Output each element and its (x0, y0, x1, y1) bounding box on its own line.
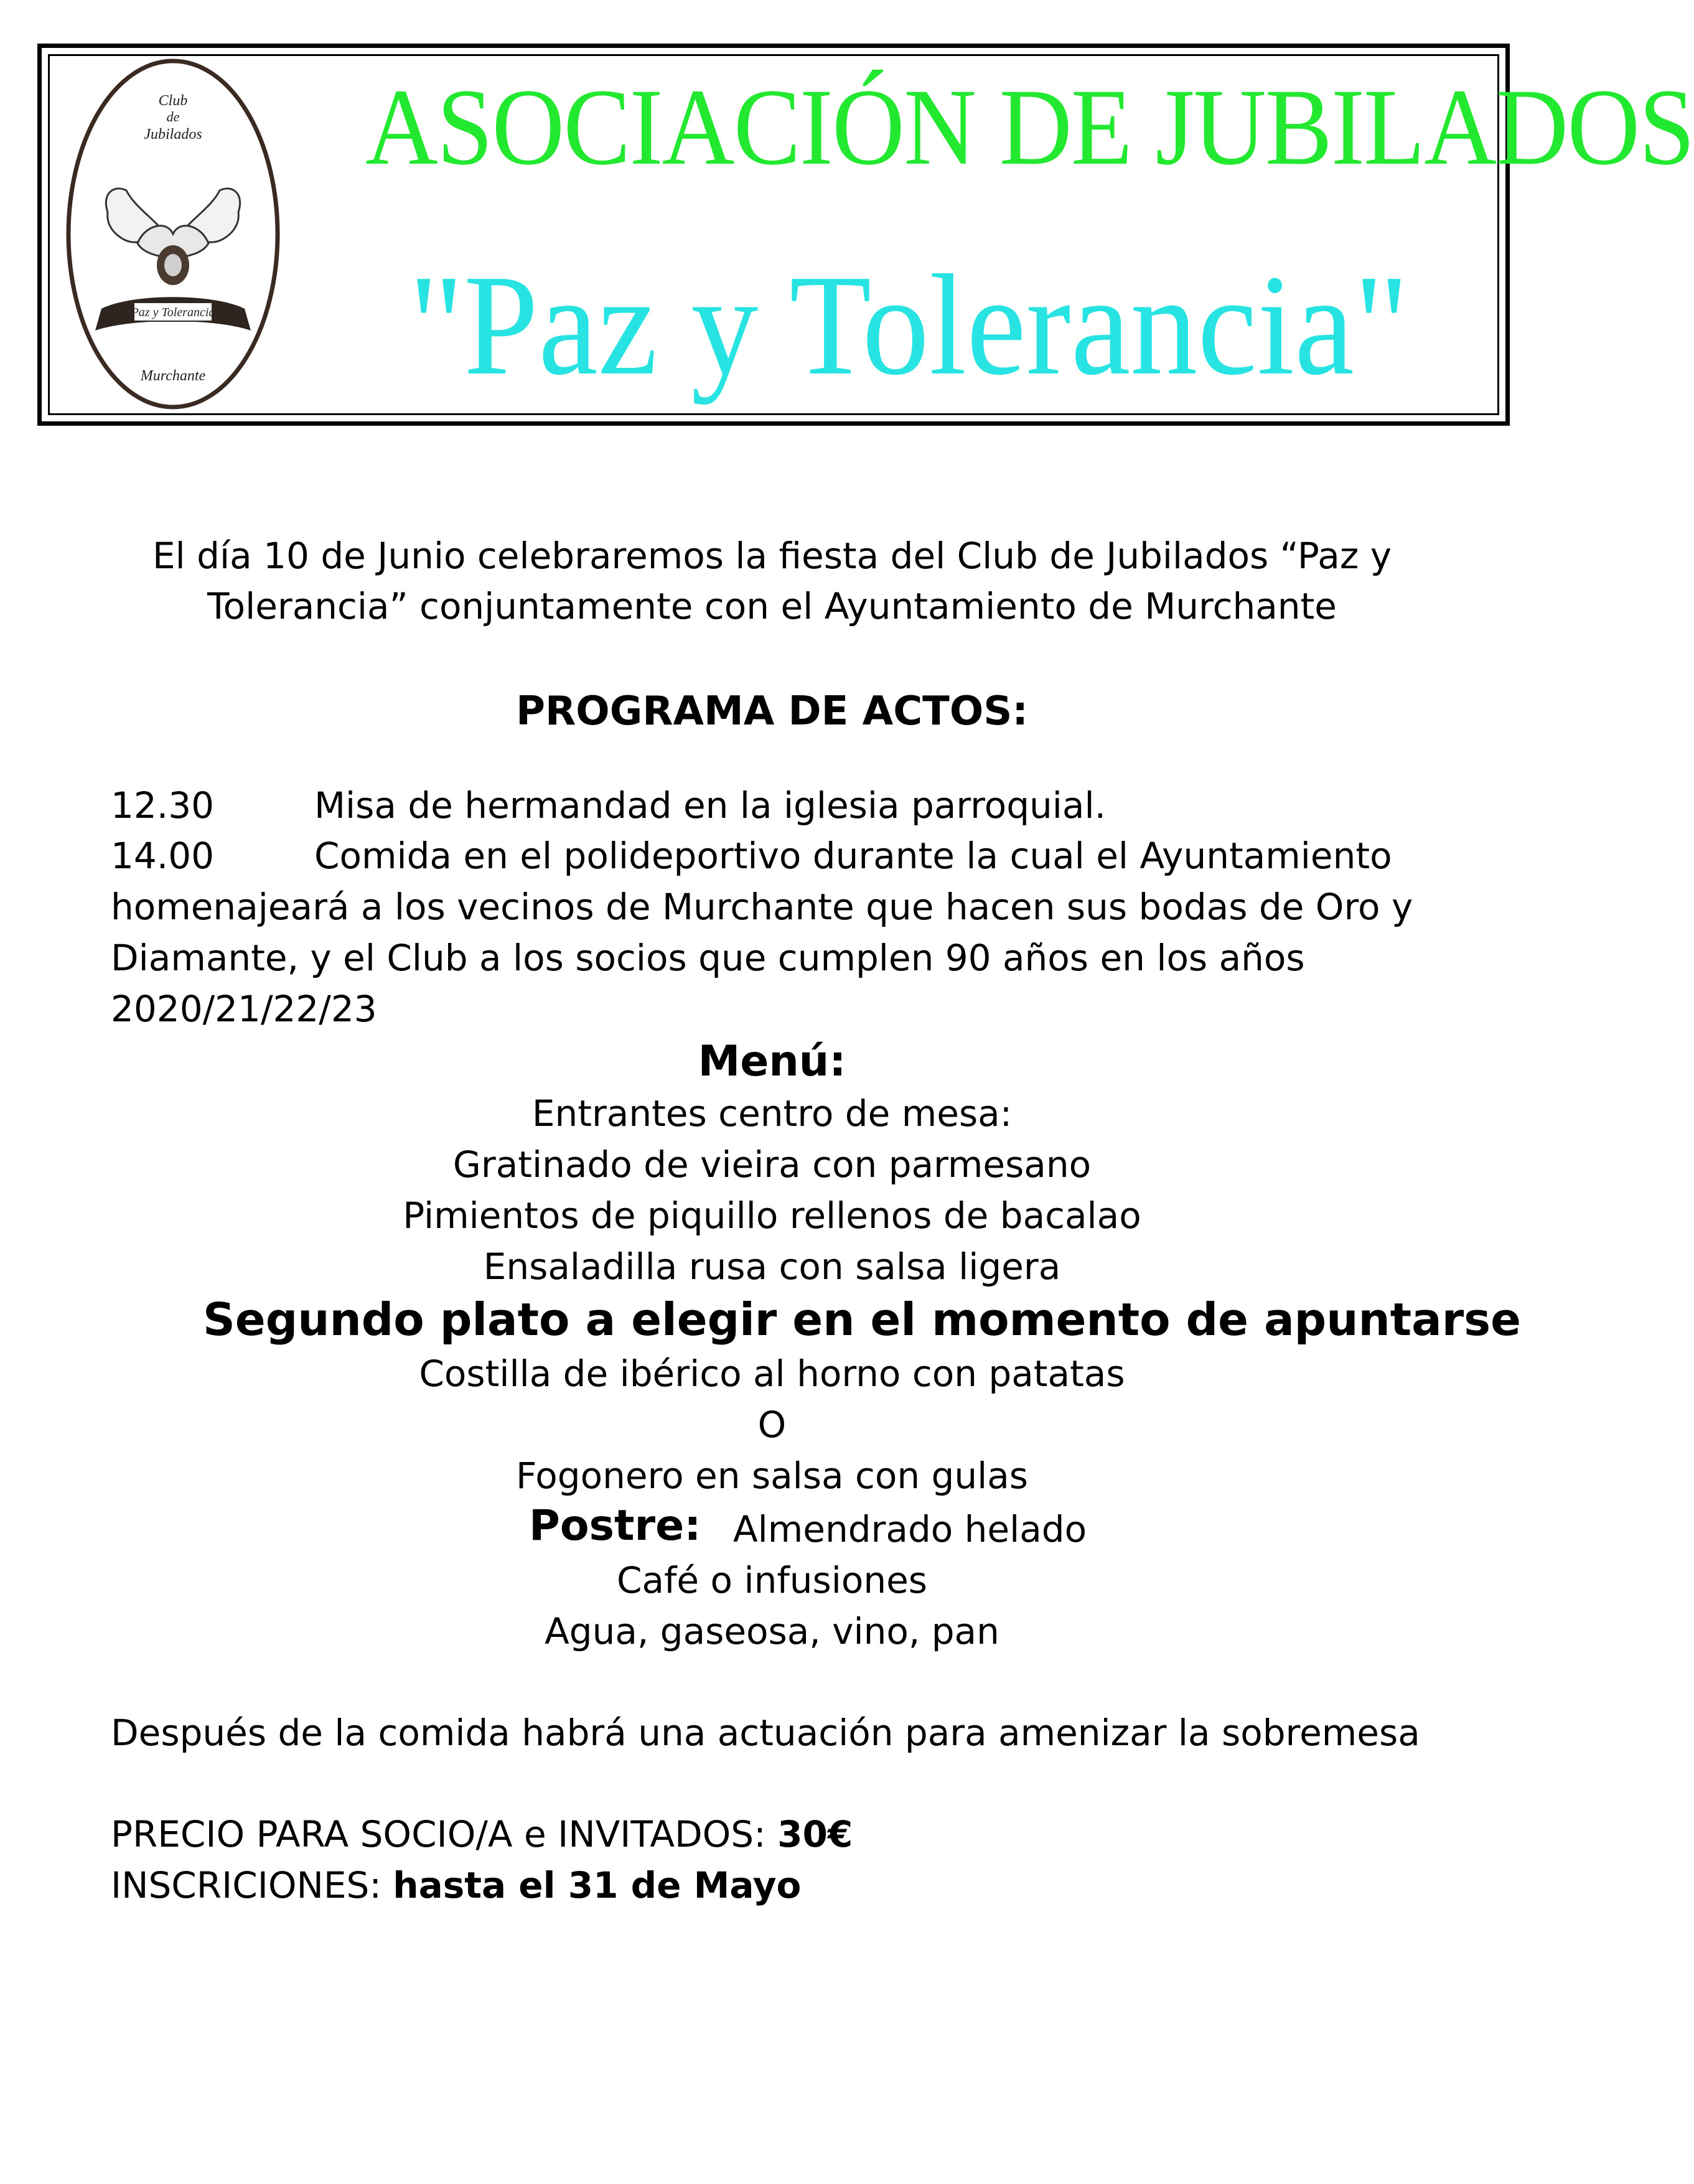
event-time-1: 12.30 (111, 784, 215, 827)
menu-heading: Menú: (698, 1037, 846, 1086)
price-value: 30€ (777, 1813, 853, 1855)
banner-subtitle: "Paz y Tolerancia" (409, 245, 1409, 405)
svg-text:Murchante: Murchante (140, 368, 206, 384)
svg-text:Jubilados: Jubilados (144, 126, 202, 143)
intro-line-2: Tolerancia” conjuntamente con el Ayuntamiento de Murchante (207, 585, 1337, 627)
starter-item-3: Ensaladilla rusa con salsa ligera (483, 1245, 1061, 1288)
price-line (111, 1813, 853, 1855)
event-continuation-1: homenajeará a los vecinos de Murchante que hacen sus bodas de Oro y (111, 886, 1413, 928)
event-continuation-2: Diamante, y el Club a los socios que cumplen 90 años en los años (111, 937, 1305, 979)
second-option-1: Costilla de ibérico al horno con patatas (419, 1352, 1125, 1395)
svg-text:Club: Club (158, 93, 188, 109)
program-heading: PROGRAMA DE ACTOS: (516, 688, 1028, 734)
event-text-2: Comida en el polideportivo durante la cual el Ayuntamiento (314, 835, 1392, 877)
starter-item-2: Pimientos de piquillo rellenos de bacalao (403, 1194, 1141, 1237)
svg-text:de: de (166, 109, 180, 124)
starter-item-1: Gratinado de vieira con parmesano (452, 1143, 1092, 1186)
extra-item-2: Agua, gaseosa, vino, pan (545, 1610, 999, 1652)
event-time-2: 14.00 (111, 835, 215, 877)
event-text-1: Misa de hermandad en la iglesia parroquial. (314, 784, 1107, 827)
event-continuation-3: 2020/21/22/23 (111, 988, 377, 1030)
extra-item-1: Café o infusiones (616, 1559, 928, 1601)
registration-value: hasta el 31 de Mayo (393, 1864, 802, 1906)
logo-ribbon-text: Paz y Tolerancia (131, 306, 215, 319)
header-banner (37, 44, 1694, 426)
second-course-heading: Segundo plato a elegir en el momento de apuntarse (203, 1293, 1521, 1346)
second-option-or: O (757, 1404, 787, 1446)
after-meal-note: Después de la comida habrá una actuación para amenizar la sobremesa (111, 1712, 1420, 1754)
dessert-label: Postre: (529, 1501, 701, 1550)
registration-label: INSCRICIONES: (111, 1864, 393, 1906)
club-logo (64, 57, 282, 411)
price-label: PRECIO PARA SOCIO/A e INVITADOS: (111, 1813, 778, 1855)
registration-line (111, 1864, 802, 1906)
starters-heading: Entrantes centro de mesa: (531, 1092, 1013, 1135)
dessert-item: Almendrado helado (733, 1508, 1087, 1550)
second-option-2: Fogonero en salsa con gulas (516, 1455, 1028, 1497)
banner-title: ASOCIACIÓN DE JUBILADOS (365, 67, 1694, 188)
intro-line-1: El día 10 de Junio celebraremos la fiesta del Club de Jubilados “Paz y (152, 535, 1392, 577)
